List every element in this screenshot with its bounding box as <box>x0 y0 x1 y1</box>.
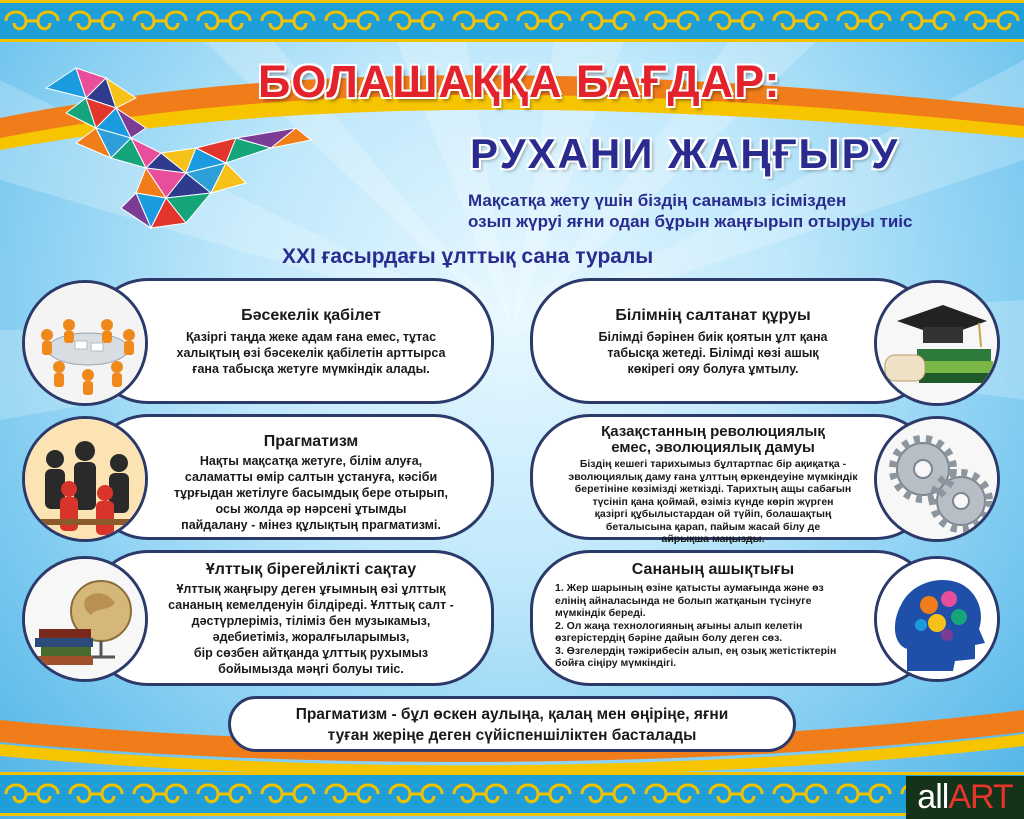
card-line: тұрғыдан жетілуге басымдық бере отырып, <box>173 486 448 500</box>
secondary-title: РУХАНИ ЖАҢҒЫРУ <box>470 130 900 177</box>
ornament-motif <box>582 785 634 802</box>
ornament-motif <box>966 12 1018 29</box>
card-line: бойымызда мәңгі болуы тиіс. <box>218 662 404 676</box>
ornament-motif <box>518 785 570 802</box>
card-line: қазіргі құбылыстардан ой түйіп, болашақтың <box>594 508 832 520</box>
subtitle-line: озып жүруі яғни одан бұрын жаңғырып отыруы тиіс <box>468 212 913 231</box>
main-title: БОЛАШАҚҚА БАҒДАР: <box>258 56 781 107</box>
quote-line: туған жеріңе деген сүйіспеншіліктен басталады <box>327 727 697 744</box>
card-title: Бәсекелік қабілет <box>241 307 381 324</box>
allart-watermark-logo <box>906 776 1024 819</box>
card-line: әдебиетіміз, жоралғыларымыз, <box>212 630 410 644</box>
people-silhouettes-icon <box>22 416 148 542</box>
card-line: айрықша маңызды. <box>661 533 765 545</box>
ornament-motif <box>262 785 314 802</box>
ornament-motif <box>838 12 890 29</box>
ornament-motif <box>710 785 762 802</box>
card-line: Нақты мақсатқа жетуге, білім алуға, <box>199 454 423 468</box>
card-line: Біздің кешегі тарихымыз бұлтартпас бір ақиқатқа - <box>579 458 847 470</box>
ornament-motif <box>198 12 250 29</box>
card-body <box>153 329 469 377</box>
card-line: көкірегі ояу болуға ұмтылу. <box>627 362 799 376</box>
card-line: Ұлттық жаңғыру деген ұғымның өзі ұлттық <box>176 582 446 596</box>
card-title: Ұлттық бірегейлікті сақтау <box>205 561 417 578</box>
ornament-motif <box>390 12 442 29</box>
bottom-ornament-border <box>0 772 1024 816</box>
ornament-motif <box>518 12 570 29</box>
ornament-motif <box>6 785 58 802</box>
card-pragmatism <box>88 414 494 540</box>
card-line: сананың кемелденуін білдіреді. Ұлттық салт - <box>168 598 454 612</box>
card-line: эволюциялық даму ғана ұлттың өркендеуіне мүмкіндік <box>568 470 858 483</box>
card-title <box>555 424 871 456</box>
card-line: дәстүрлеріміз, тіліміз бен музыкамыз, <box>191 614 431 628</box>
card-identity <box>88 550 494 686</box>
section-heading: XXI ғасырдағы ұлттық сана туралы <box>282 245 654 268</box>
list-item: өзгерістердің бәріне дайын болу деген сөз. <box>555 632 783 644</box>
card-title: Сананың ашықтығы <box>631 561 795 578</box>
card-title-line: Қазақстанның революциялық <box>601 423 825 440</box>
card-title-line: емес, эволюциялық дамуы <box>611 439 815 456</box>
list-item: бойға сіңіру мүмкіндігі. <box>555 657 677 669</box>
ornament-motif <box>646 785 698 802</box>
card-line: саламатты өмір салтын ұстануға, кәсіби <box>184 470 438 484</box>
card-line: Білімді бәрінен биік қоятын ұлт қана <box>598 330 828 344</box>
ornament-motif <box>134 12 186 29</box>
subtitle-line: Мақсатқа жету үшін біздің санамыз ісімізден <box>468 191 847 210</box>
list-item: 3. Өзгелердің тәжірибесін алып, ең озық жетістіктерін <box>555 644 837 657</box>
ornament-motif <box>902 12 954 29</box>
ornament-motif <box>582 12 634 29</box>
card-body <box>153 453 469 533</box>
ornament-motif <box>710 12 762 29</box>
ornament-motif <box>774 785 826 802</box>
head-gears-icon <box>874 556 1000 682</box>
card-competitiveness <box>88 278 494 404</box>
card-line: осы жолда әр нәрсені ұтымды <box>215 502 407 516</box>
ornament-motif <box>390 785 442 802</box>
card-body <box>555 458 871 546</box>
ornament-motif <box>6 12 58 29</box>
card-line: беретініне көзімізді жеткізді. Тарихтың ащы сабағын <box>574 483 852 495</box>
card-body <box>555 582 871 670</box>
ornament-motif <box>70 785 122 802</box>
bottom-quote <box>228 696 796 752</box>
card-line: түсініп қана қоймай, өзіміз күнде көріп жүрген <box>592 495 834 508</box>
ornament-motif <box>646 12 698 29</box>
meeting-table-icon <box>22 280 148 406</box>
card-line: Қазіргі таңда жеке адам ғана емес, тұтас <box>185 330 437 344</box>
list-item: 1. Жер шарының өзіне қатысты аумағында және өз <box>555 582 824 594</box>
card-title: Білімнің салтанат құруы <box>615 307 811 324</box>
ornament-motif <box>326 12 378 29</box>
ornament-motif <box>454 785 506 802</box>
top-ornament-border <box>0 0 1024 42</box>
card-line: халықтың өзі бәсекелік қабілетін арттырса <box>176 346 446 360</box>
card-line: бір сөзбен айтқанда ұлттық рухымыз <box>193 646 429 660</box>
ornament-motif <box>262 12 314 29</box>
ornament-motif <box>70 12 122 29</box>
ornament-motif <box>454 12 506 29</box>
card-body <box>555 329 871 377</box>
ornament-motif <box>838 785 890 802</box>
ornament-motif <box>134 785 186 802</box>
ornament-motif <box>198 785 250 802</box>
card-line: табысқа жетеді. Білімді көзі ашық <box>607 346 819 360</box>
ornament-motif <box>326 785 378 802</box>
card-line: беталысына қарап, пайым жасай білу де <box>605 520 821 533</box>
graduation-cap-books-icon <box>874 280 1000 406</box>
quote-line: Прагматизм - бұл өскен аулыңа, қалаң мен өңіріңе, яғни <box>295 706 729 723</box>
watermark-part: all <box>917 778 949 816</box>
card-title: Прагматизм <box>263 433 359 450</box>
globe-books-icon <box>22 556 148 682</box>
list-item: 2. Ол жаңа технологияның ағыны алып келетін <box>555 619 803 632</box>
card-line: ғана табысқа жетуге мүмкіндік алады. <box>192 362 430 376</box>
card-line: пайдалану - мінез құлықтың прагматизмі. <box>181 518 441 532</box>
gears-icon <box>874 416 1000 542</box>
ornament-motif <box>774 12 826 29</box>
subtitle <box>468 190 988 232</box>
watermark-part: ART <box>948 778 1013 816</box>
list-item: елінің айналасында не болып жатқанын түсінуге <box>555 594 812 607</box>
list-item: мүмкіндік береді. <box>555 607 646 619</box>
card-body <box>153 581 469 677</box>
